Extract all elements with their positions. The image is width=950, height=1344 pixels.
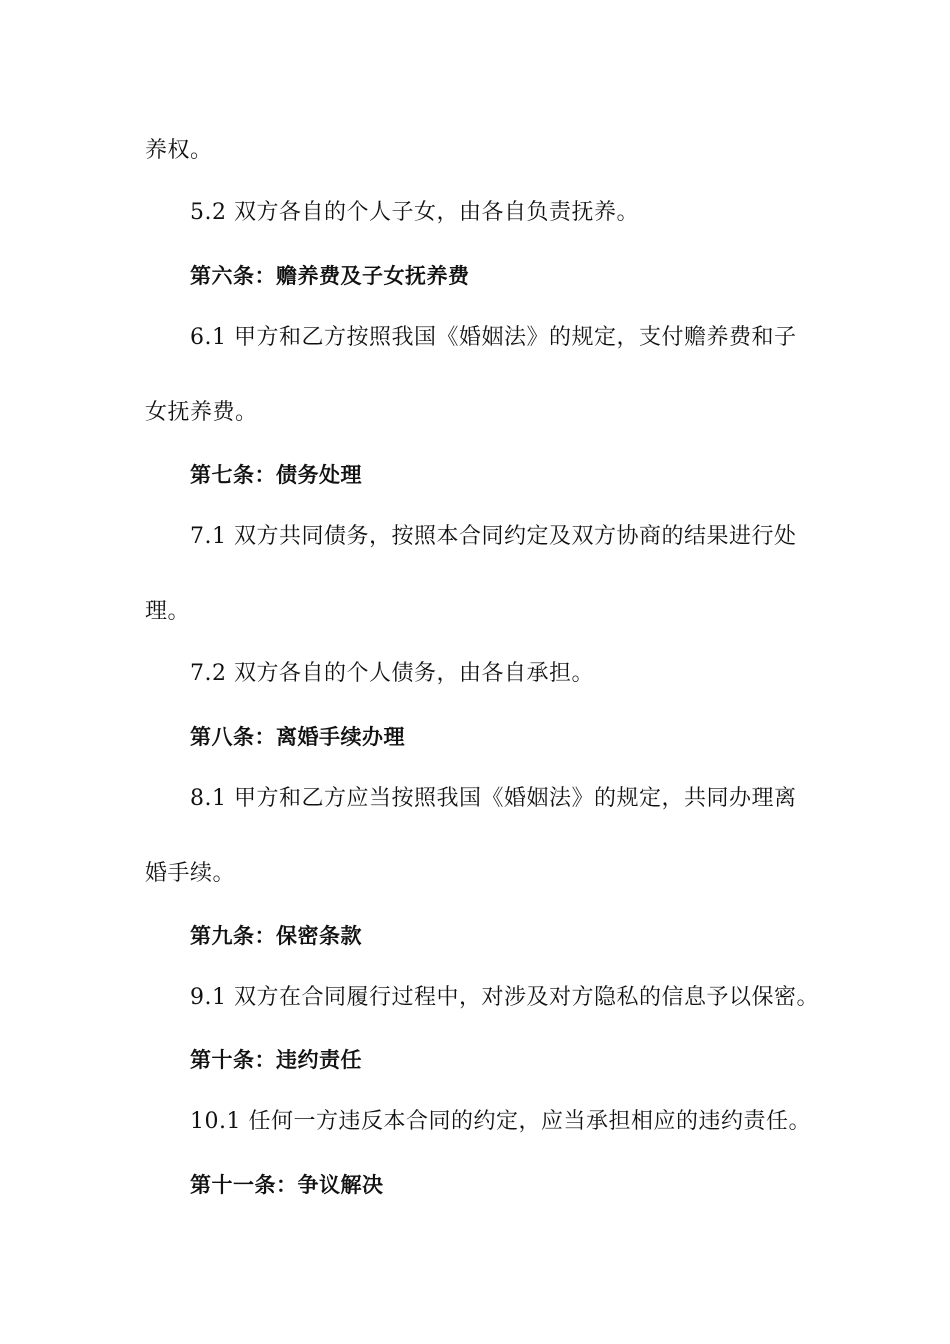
article-6-heading: 第六条：赡养费及子女抚养费 (190, 264, 470, 288)
clause-7-1: 7.1 双方共同债务，按照本合同约定及双方协商的结果进行处 (190, 524, 797, 549)
clause-5-2: 5.2 双方各自的个人子女，由各自负责抚养。 (190, 200, 639, 225)
clause-6-1-continuation: 女抚养费。 (145, 400, 258, 425)
clause-10-1: 10.1 任何一方违反本合同的约定，应当承担相应的违约责任。 (190, 1109, 811, 1134)
article-11-heading: 第十一条：争议解决 (190, 1173, 384, 1197)
clause-9-1: 9.1 双方在合同履行过程中，对涉及对方隐私的信息予以保密。 (190, 985, 819, 1010)
paragraph-continuation: 养权。 (145, 138, 213, 163)
clause-8-1-continuation: 婚手续。 (145, 861, 236, 886)
clause-6-1: 6.1 甲方和乙方按照我国《婚姻法》的规定，支付赡养费和子 (190, 325, 797, 350)
clause-7-2: 7.2 双方各自的个人债务，由各自承担。 (190, 661, 594, 686)
article-8-heading: 第八条：离婚手续办理 (190, 725, 405, 749)
clause-7-1-continuation: 理。 (145, 599, 191, 624)
clause-8-1: 8.1 甲方和乙方应当按照我国《婚姻法》的规定，共同办理离 (190, 786, 797, 811)
article-7-heading: 第七条：债务处理 (190, 463, 362, 487)
article-10-heading: 第十条：违约责任 (190, 1048, 362, 1072)
article-9-heading: 第九条：保密条款 (190, 924, 362, 948)
